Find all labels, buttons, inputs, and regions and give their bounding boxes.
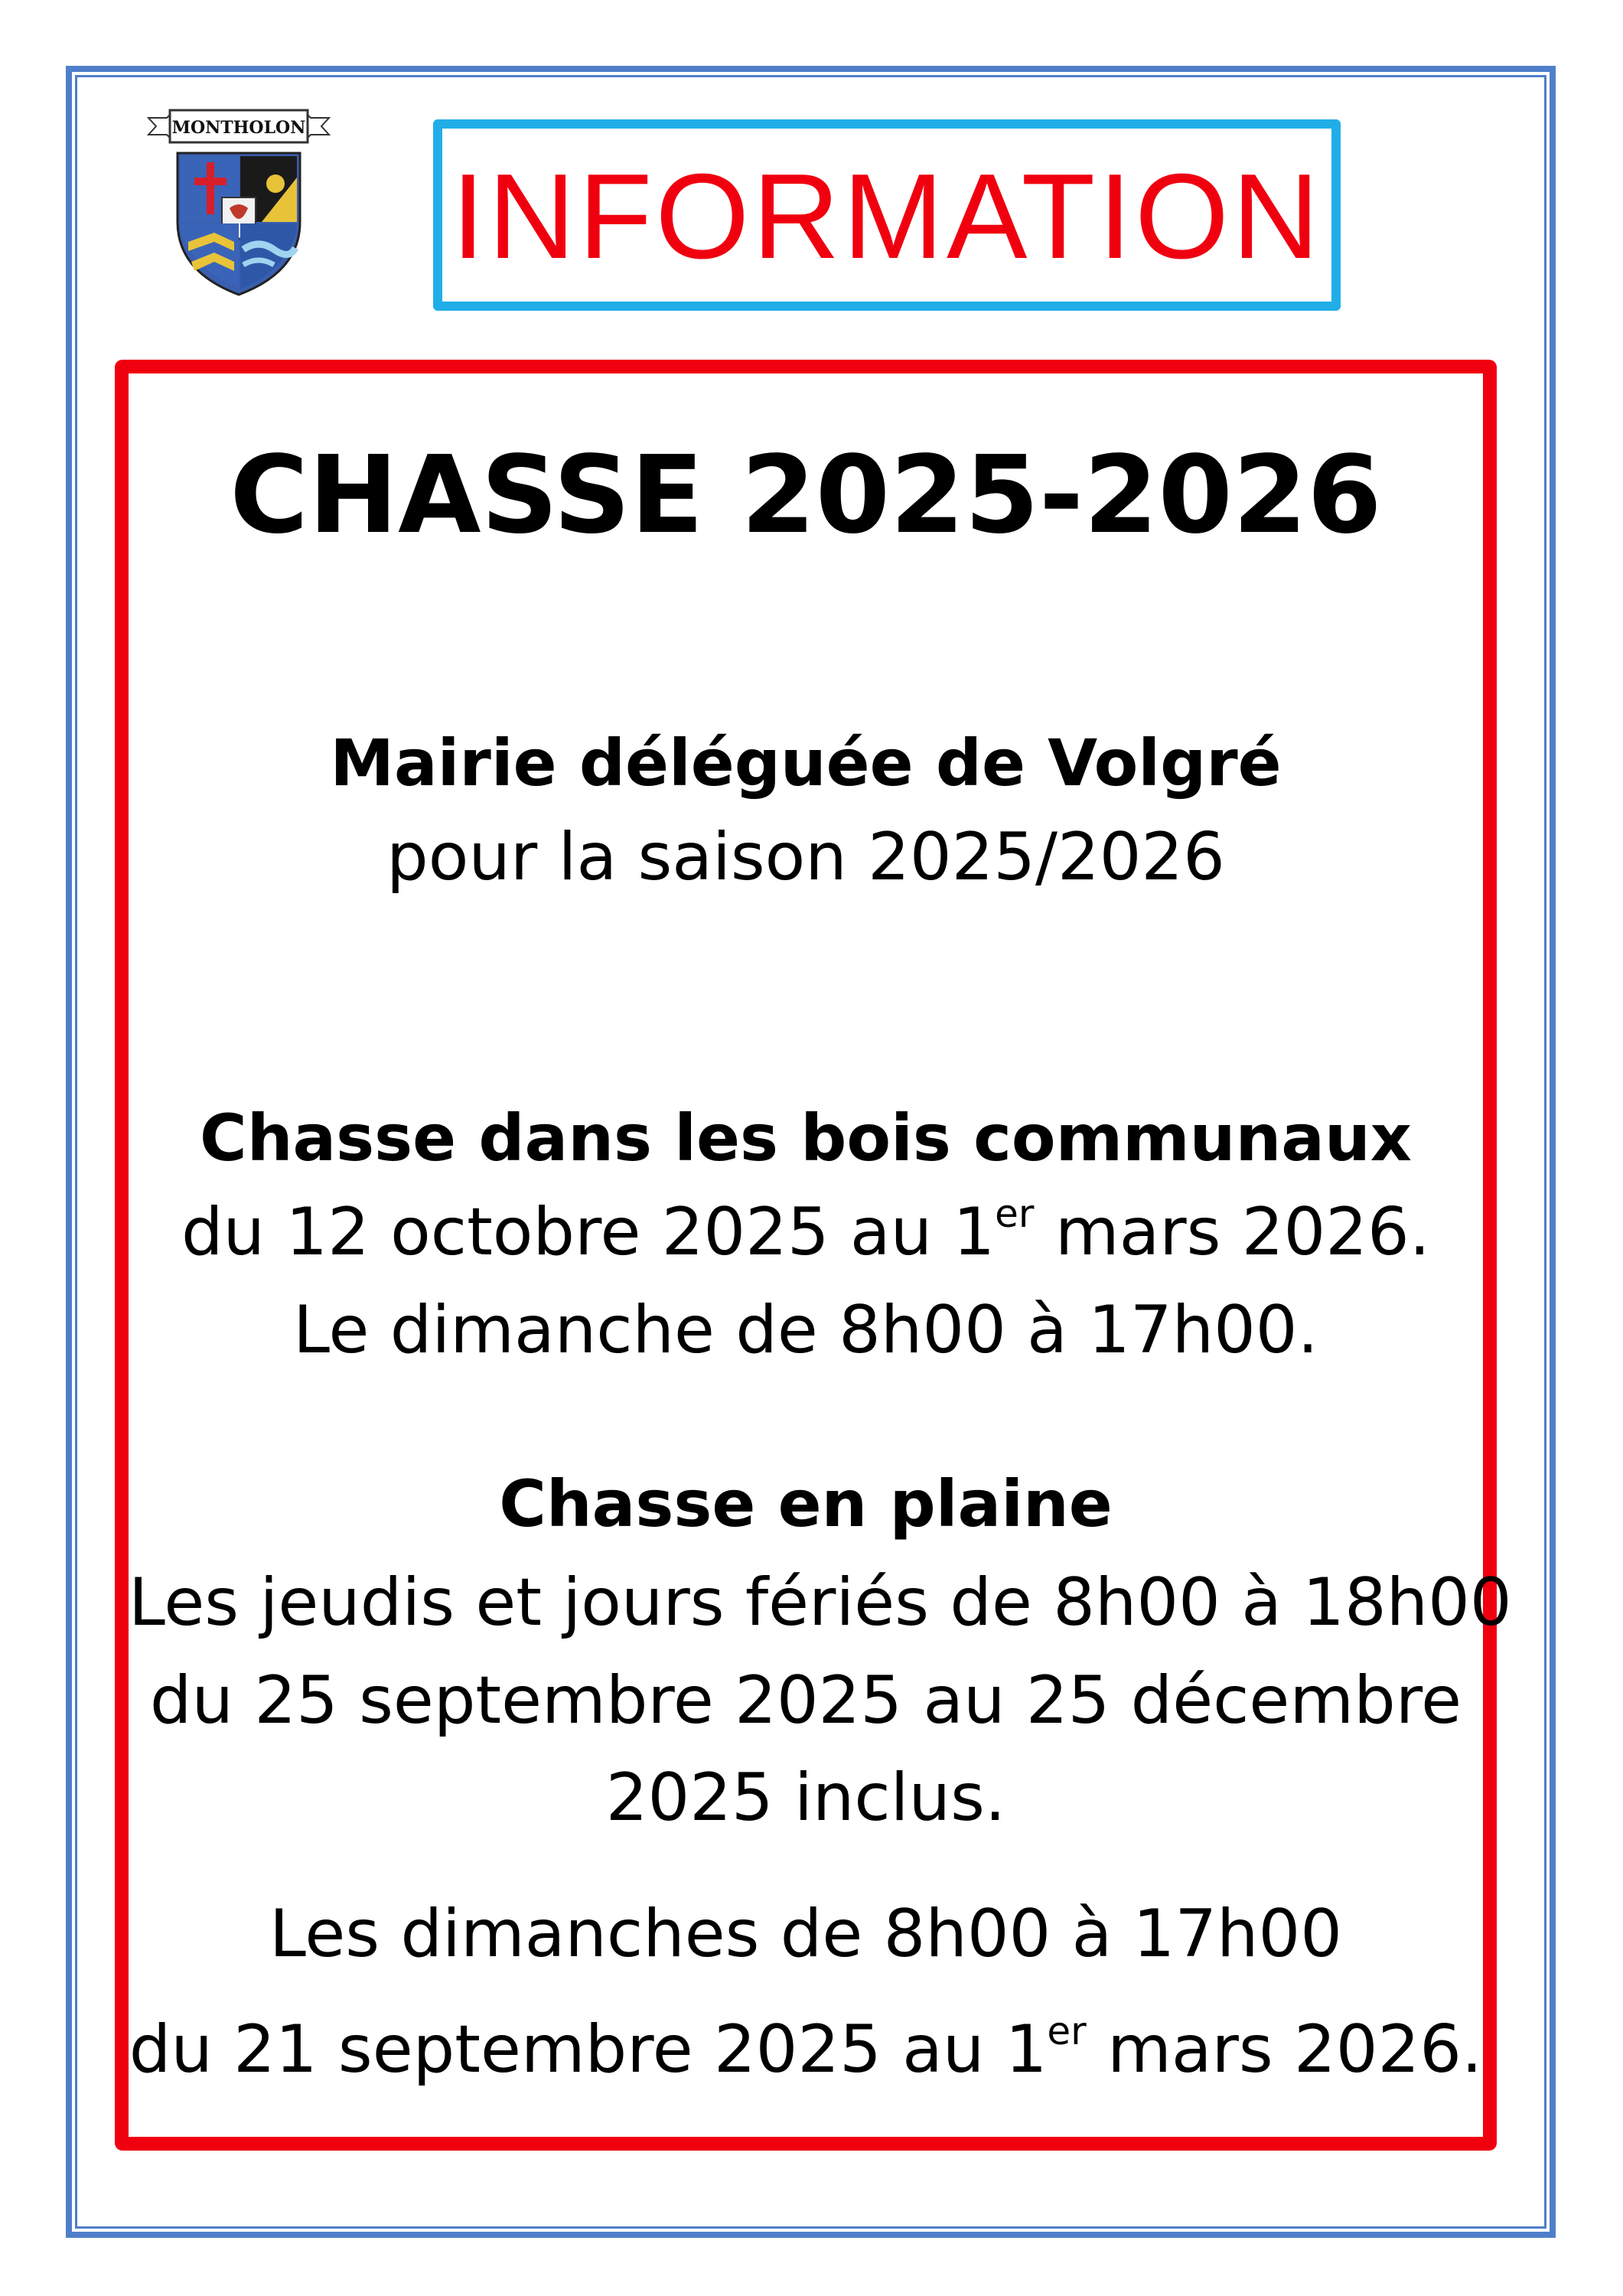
mairie-heading: Mairie déléguée de Volgré (330, 726, 1282, 801)
plaine-line-3: 2025 inclus. (605, 1760, 1006, 1836)
plaine-line-1: Les jeudis et jours fériés de 8h00 à 18h00 (129, 1564, 1512, 1641)
plaine-line-5: du 21 septembre 2025 au 1er mars 2026. (129, 2009, 1483, 2088)
plaine-line-4: Les dimanches de 8h00 à 17h00 (269, 1896, 1342, 1972)
bois-hours: Le dimanche de 8h00 à 17h00. (293, 1292, 1318, 1368)
notice-title: CHASSE 2025-2026 (230, 433, 1382, 558)
information-header-box (433, 119, 1341, 311)
plaine-line-2: du 25 septembre 2025 au 25 décembre (149, 1662, 1462, 1739)
information-heading: INFORMATION (451, 149, 1323, 284)
saison-text: pour la saison 2025/2026 (386, 819, 1225, 895)
bois-heading: Chasse dans les bois communaux (200, 1101, 1412, 1176)
hunting-notice-box (115, 360, 1512, 2151)
montholon-crest-icon (147, 107, 331, 298)
bois-dates: du 12 octobre 2025 au 1er mars 2026. (181, 1192, 1431, 1270)
plaine-heading: Chasse en plaine (499, 1466, 1113, 1541)
crest-label: MONTHOLON (171, 118, 306, 138)
